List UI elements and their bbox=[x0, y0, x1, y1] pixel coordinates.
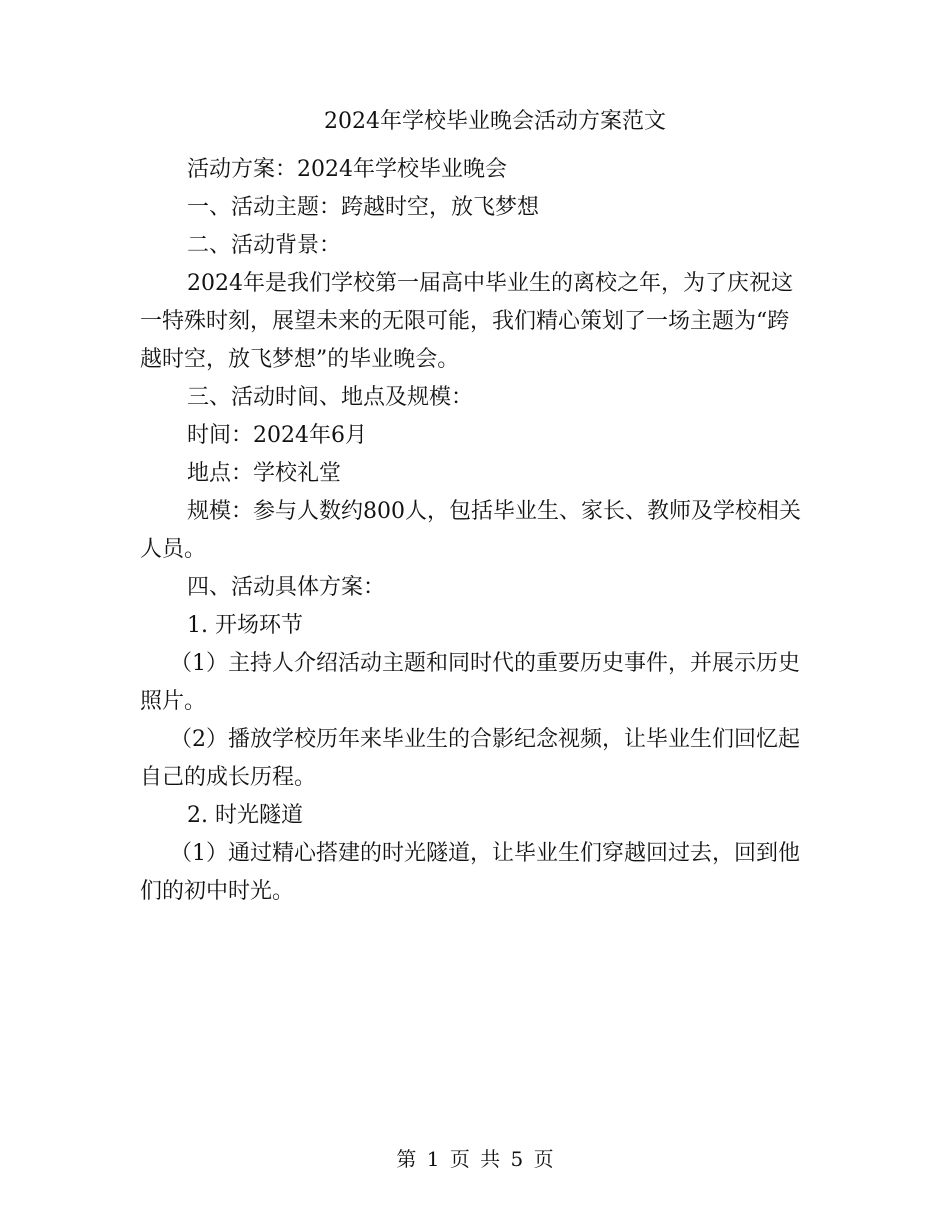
paragraph-plan-name: 活动方案：2024年学校毕业晚会 bbox=[187, 157, 507, 182]
paragraph-background-heading: 二、活动背景： bbox=[187, 233, 342, 258]
paragraph-theme: 一、活动主题：跨越时空，放飞梦想 bbox=[187, 195, 540, 220]
document-title: 2024年学校毕业晚会活动方案范文 bbox=[324, 109, 666, 134]
paragraph-scale: 规模：参与人数约800人，包括毕业生、家长、教师及学校相关人员。 bbox=[140, 499, 801, 562]
paragraph-opening-item-1: （1）主持人介绍活动主题和同时代的重要历史事件，并展示历史照片。 bbox=[140, 651, 800, 714]
paragraph-time: 时间：2024年6月 bbox=[187, 423, 367, 448]
page-number-footer: 第 1 页 共 5 页 bbox=[396, 1147, 554, 1171]
paragraph-background-text: 2024年是我们学校第一届高中毕业生的离校之年，为了庆祝这一特殊时刻，展望未来的无限可能，我们精心策划了一场主题为“跨越时空，放飞梦想”的毕业晚会。 bbox=[140, 271, 793, 372]
paragraph-opening-item-2: （2）播放学校历年来毕业生的合影纪念视频，让毕业生们回忆起自己的成长历程。 bbox=[140, 727, 800, 790]
paragraph-time-place-heading: 三、活动时间、地点及规模： bbox=[187, 385, 474, 410]
paragraph-tunnel-heading: 2. 时光隧道 bbox=[187, 803, 303, 828]
paragraph-place: 地点：学校礼堂 bbox=[187, 461, 342, 486]
paragraph-tunnel-item-1: （1）通过精心搭建的时光隧道，让毕业生们穿越回过去，回到他们的初中时光。 bbox=[140, 841, 800, 904]
document-body bbox=[140, 151, 810, 911]
paragraph-opening-heading: 1. 开场环节 bbox=[187, 613, 303, 638]
paragraph-plan-heading: 四、活动具体方案： bbox=[187, 575, 386, 600]
